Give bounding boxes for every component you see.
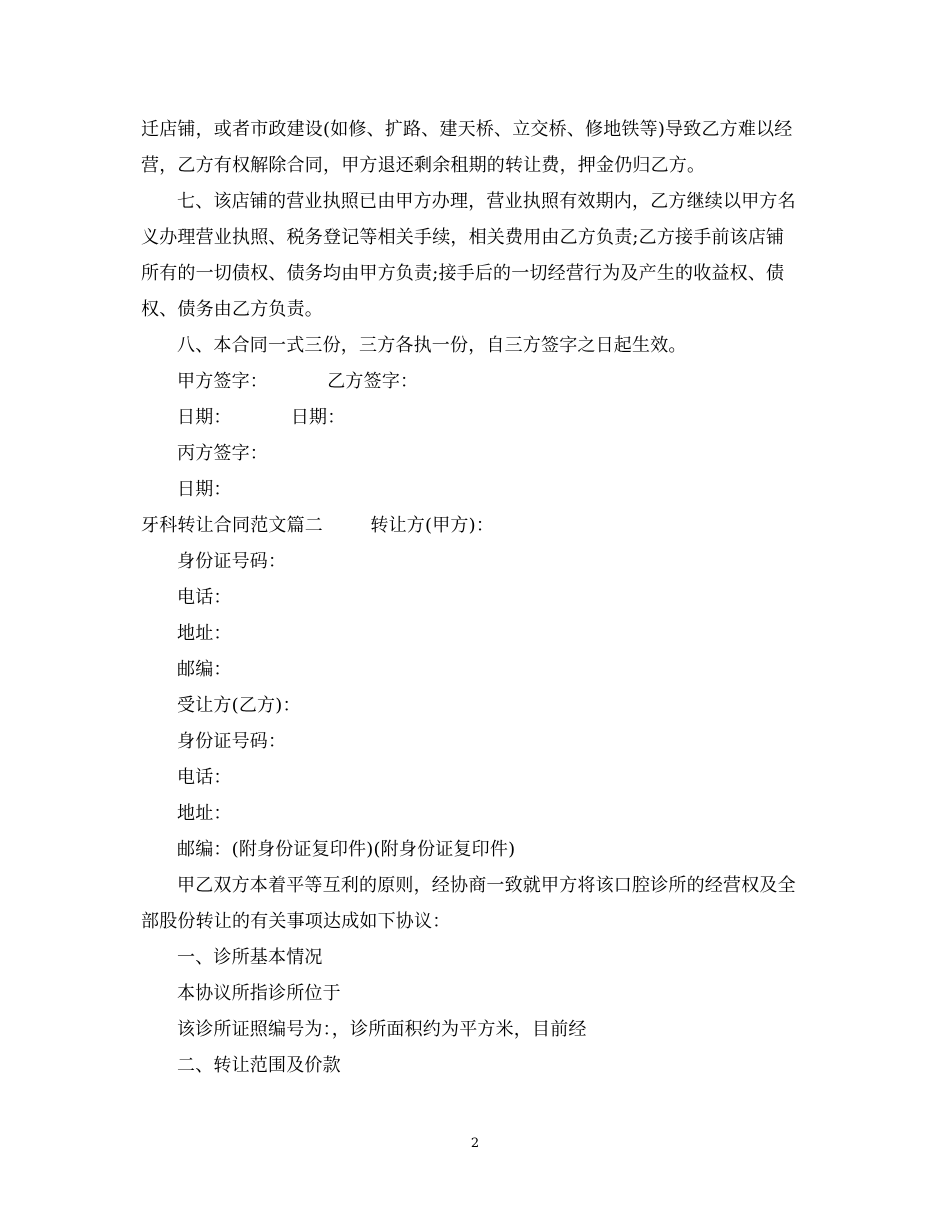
text-line: 电话： [177,587,232,608]
signature-line: 甲方签字： 乙方签字： [177,371,419,392]
text-line: 电话： [177,767,232,788]
text-line: 地址： [177,623,232,644]
text-line: 七、该店铺的营业执照已由甲方办理，营业执照有效期内，乙方继续以甲方名 [177,191,796,212]
section-heading: 一、诊所基本情况 [177,947,323,968]
text-line: 地址： [177,803,232,824]
text-line: 部股份转让的有关事项达成如下协议： [141,911,451,932]
text-line: 营，乙方有权解除合同，甲方退还剩余租期的转让费，押金仍归乙方。 [141,155,706,176]
text-line: 所有的一切债权、债务均由甲方负责;接手后的一切经营行为及产生的收益权、债 [141,263,785,284]
text-line: 该诊所证照编号为：，诊所面积约为平方米，目前经 [177,1019,587,1040]
page-number: 2 [470,1136,480,1151]
section-heading: 二、转让范围及价款 [177,1055,341,1076]
date-line: 日期： 日期： [177,407,346,428]
text-line: 八、本合同一式三份，三方各执一份，自三方签字之日起生效。 [177,335,687,356]
text-line: 受让方(乙方)： [177,695,301,716]
text-line: 本协议所指诊所位于 [177,983,341,1004]
text-line: 权、债务由乙方负责。 [141,299,323,320]
text-line: 迁店铺，或者市政建设(如修、扩路、建天桥、立交桥、修地铁等)导致乙方难以经 [141,119,793,140]
section-heading: 牙科转让合同范文篇二 转让方(甲方)： [141,515,495,536]
text-line: 邮编：(附身份证复印件)(附身份证复印件) [177,839,516,860]
text-line: 邮编： [177,659,232,680]
signature-line: 丙方签字： [177,443,268,464]
text-line: 身份证号码： [177,551,287,572]
text-line: 义办理营业执照、税务登记等相关手续，相关费用由乙方负责;乙方接手前该店铺 [141,227,785,248]
date-line: 日期： [177,479,232,500]
text-line: 身份证号码： [177,731,287,752]
text-line: 甲乙双方本着平等互利的原则，经协商一致就甲方将该口腔诊所的经营权及全 [177,875,796,896]
